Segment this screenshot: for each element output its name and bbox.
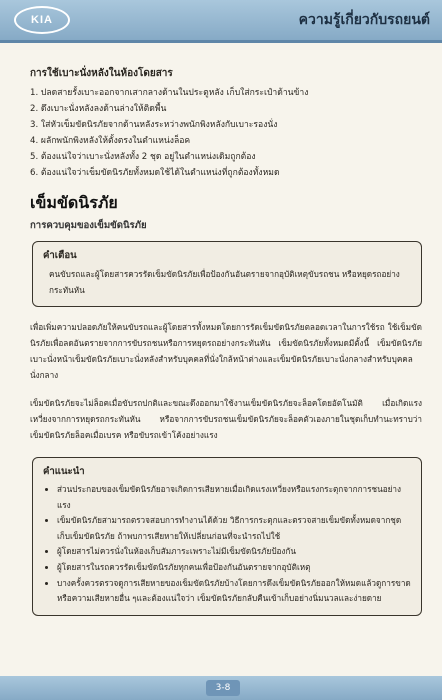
warning-text: คนขับรถและผู้โดยสารควรรัดเข็มขัดนิรภัยเพื่อป้องกันอันตรายจากอุบัติเหตุขับรถชน หรือหยุดรถอย่างกระทันหัน [49,269,400,295]
step-6: 6. ต้องแน่ใจว่าเข็มขัดนิรภัยทั้งหมดใช้ได้ในตำแหน่งที่ถูกต้องทั้งหมด [30,168,280,178]
header-title: ความรู้เกี่ยวกับรถยนต์ [298,12,430,28]
step-5: 5. ต้องแน่ใจว่าเบาะนั่งหลังทั้ง 2 ชุด อยู่ในตำแหน่งเดิมถูกต้อง [30,152,256,162]
section-title: เข็มขัดนิรภัย [30,193,118,212]
advice-item-5: • บางครั้งควรตรวจดูการเสียหายของเข็มขัดนิรภัยบ้างโดยการดึงเข็มขัดนิรภัยออกให้หมดแล้วดูการขาด หรือความเสียหายอื่น ๆและต้องแน่ใจว่า เข็มขัดนิรภัยกลับคืนเข้าเก็บอย่างนิ่มนวลและง่ายดาย [57,576,411,607]
procedure-steps [30,85,422,181]
step-4: 4. ผลักพนักพิงหลังให้ตั้งตรงในตำแหน่งล็อค [30,136,191,146]
advice-item-3: • ผู้โดยสารไม่ควรนั่งในห้องเก็บสัมภาระเพราะไม่มีเข็มขัดนิรภัยป้องกัน [57,544,411,560]
page-header [0,0,442,43]
paragraph-2: เข็มขัดนิรภัยจะไม่ล็อคเมื่อขับรถปกติและขณะดึงออกมาใช้งานเข็มขัดนิรภัยจะล็อคโดยอัตโนมัติ เมื่อเกิดแรงเหวี่ยงจากการหยุดรถกระทันหัน หรือจากการขับรถชนเข็มขัดนิรภัยจะล็อคตัวเองภายในชุดเก็บทำนะทราบว่าเข็มขัดนิรภัยล็อคเมื่อเบรค หรือขับรถเข้าโค้งอย่างแรง [30,398,422,440]
step-2: 2. ดึงเบาะนั่งหลังลงด้านล่างให้ติดพื้น [30,104,167,114]
page-content [30,58,422,616]
procedure-heading: การใช้เบาะนั่งหลังในห้องโดยสาร [30,68,173,79]
warning-box [32,241,422,307]
advice-list [43,482,411,607]
step-1: 1. ปลดสายรั้งเบาะออกจากเสากลางด้านในประตูหลัง เก็บใส่กระเป๋าด้านข้าง [30,88,309,98]
step-3: 3. ใส่หัวเข็มขัดนิรภัยจากด้านหลังระหว่างพนักพิงหลังกับเบาะรองนั่ง [30,120,278,130]
paragraph-1: เพื่อเพิ่มความปลอดภัยให้คนขับรถและผู้โดยสารทั้งหมดโดยการรัดเข็มขัดนิรภัยตลอดเวลาในการใช้รถ ใช้เข็มขัดนิรภัยเพื่อลดอันตรายจากการขับรถชนหรือการหยุดรถอย่างกระทันหัน เข็มขัดนิรภัยทั้งหมดมีตั้งนี้ เข็มขัดนิรภัยเบาะนั่งหน้าเข็มขัดนิรภัยเบาะนั่งหลังสำหรับบุคคลที่นั่งใกล้หน้าต่างและเข็มขัดนิรภัยเบาะนั่งกลางสำหรับบุคคลนั่งกลาง [30,322,422,380]
advice-title: คำแนะนำ [43,466,85,477]
warning-title: คำเตือน [43,250,77,261]
advice-item-4: • ผู้โดยสารในรถควรรัดเข็มขัดนิรภัยทุกคนเพื่อป้องกันอันตรายจากอุบัติเหตุ [57,560,411,576]
section-subtitle: การควบคุมของเข็มขัดนิรภัย [30,220,147,231]
kia-logo: KIA [14,6,70,34]
page-number: 3-8 [206,680,240,696]
advice-item-2: • เข็มขัดนิรภัยสามารถตรวจสอบการทำงานได้ด้วย วิธีการกระตุกและตรวจสายเข็มขัดทั้งหมดจากชุดเก็บเข็มขัดนิรภัย ถ้าพบการเสียหายให้เปลี่ยนก่อนที่จะนำรถไปใช้ [57,513,411,544]
advice-item-1: • ส่วนประกอบของเข็มขัดนิรภัยอาจเกิดการเสียหายเมื่อเกิดแรงเหวี่ยงหรือแรงกระตุกจากการชนอย่างแรง [57,482,411,513]
advice-box [32,457,422,616]
